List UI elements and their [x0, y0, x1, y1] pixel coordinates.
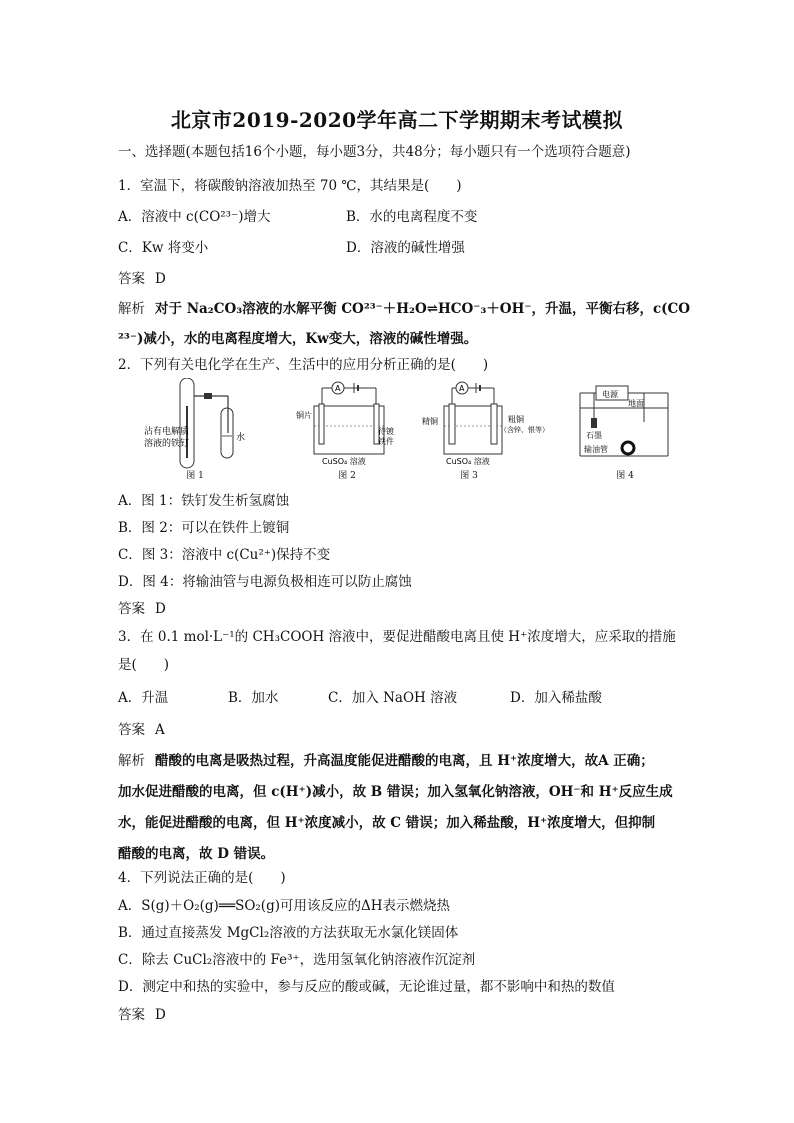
figure-2-caption: 图 2 [338, 471, 356, 481]
figure-4-ground: 地面 [628, 399, 644, 408]
q4-option-c: C．除去 CuCl₂溶液中的 Fe³⁺，选用氢氧化钠溶液作沉淀剂 [118, 952, 476, 968]
q4-option-d: D．测定中和热的实验中，参与反应的酸或碱，无论谁过量，都不影响中和热的数值 [118, 979, 615, 995]
figure-3-caption: 图 3 [460, 471, 478, 481]
figure-1-label2: 溶液的铁钉 [144, 439, 190, 449]
q3-analysis-line4: 醋酸的电离，故 D 错误。 [118, 846, 275, 862]
q1-option-b: B．水的电离程度不变 [346, 209, 478, 225]
figure-2-right-label2: 铁件 [378, 437, 394, 446]
figure-3-solution: CuSO₄ 溶液 [446, 457, 490, 466]
q3-option-a: A．升温 [118, 690, 169, 706]
page-title: 北京市2019-2020学年高二下学期期末考试模拟 [170, 108, 624, 132]
q2-option-b: B．图 2：可以在铁件上镀铜 [118, 520, 290, 536]
answer-label: 答案 [118, 601, 145, 617]
figure-4-caption: 图 4 [616, 471, 634, 481]
q4-answer [118, 1003, 166, 1023]
q3-option-c: C．加入 NaOH 溶液 [328, 690, 458, 706]
figure-3-ammeter: A [459, 384, 465, 393]
q4-option-b: B．通过直接蒸发 MgCl₂溶液的方法获取无水氯化镁固体 [118, 925, 459, 941]
figure-4-graphite: 石墨 [586, 431, 602, 440]
q3-answer [118, 718, 165, 738]
q2-answer [118, 597, 166, 617]
answer-value: D [155, 1007, 166, 1023]
figure-2-drawing [296, 378, 396, 468]
figure-4 [574, 378, 674, 468]
figure-3-drawing [420, 378, 555, 468]
figure-1-label1: 沾有电解质 [144, 427, 190, 437]
q4-stem: 4．下列说法正确的是( ) [118, 870, 286, 886]
figure-2-ammeter: A [335, 384, 341, 393]
q3-analysis-line3: 水，能促进醋酸的电离，但 H⁺浓度减小，故 C 错误；加入稀盐酸，H⁺浓度增大，但抑制 [118, 815, 656, 831]
analysis-label: 解析 [118, 753, 145, 769]
q3-stem-line1: 3．在 0.1 mol·L⁻¹的 CH₃COOH 溶液中，要促进醋酸电离且使 H⁺浓度增大，应采取的措施 [118, 629, 676, 645]
q1-answer [118, 267, 166, 287]
q1-analysis-line1 [118, 297, 690, 317]
q1-stem: 1．室温下，将碳酸钠溶液加热至 70 ℃，其结果是( ) [118, 178, 462, 194]
q2-option-d: D．图 4：将输油管与电源负极相连可以防止腐蚀 [118, 574, 412, 590]
q1-analysis-line2: ²³⁻)减小，水的电离程度增大，Kw变大，溶液的碱性增强。 [118, 331, 478, 347]
figure-2-solution: CuSO₄ 溶液 [322, 457, 366, 466]
answer-label: 答案 [118, 271, 145, 287]
answer-value: D [155, 601, 166, 617]
analysis-text: 对于 Na₂CO₃溶液的水解平衡 CO²³⁻＋H₂O⇌HCO⁻₃＋OH⁻，升温，平衡右移，c(CO [155, 301, 691, 317]
figure-4-pipe: 输油管 [584, 445, 608, 454]
q1-option-d: D．溶液的碱性增强 [346, 240, 465, 256]
analysis-text: 醋酸的电离是吸热过程，升高温度能促进醋酸的电离，且 H⁺浓度增大，故A 正确； [155, 753, 654, 769]
q3-option-d: D．加入稀盐酸 [510, 690, 602, 706]
q3-analysis-line1 [118, 749, 654, 769]
q1-option-a: A．溶液中 c(CO²³⁻)增大 [118, 209, 271, 225]
q3-option-b: B．加水 [228, 690, 279, 706]
figure-3 [420, 378, 555, 468]
q2-option-a: A．图 1：铁钉发生析氢腐蚀 [118, 493, 290, 509]
figure-3-right-label1: 粗铜 [508, 415, 524, 424]
figure-4-power: 电源 [602, 390, 618, 399]
q1-option-c: C．Kw 将变小 [118, 240, 209, 256]
answer-value: D [155, 271, 166, 287]
analysis-label: 解析 [118, 301, 145, 317]
answer-value: A [155, 722, 165, 738]
figure-2-left-label: 铜片 [296, 411, 312, 420]
section-heading: 一、选择题(本题包括16个小题，每小题3分，共48分；每小题只有一个选项符合题意) [118, 144, 631, 160]
figure-3-right-label2: （含锌、银等） [500, 426, 549, 434]
figure-2 [296, 378, 396, 468]
figure-4-drawing [574, 378, 674, 468]
figure-1-drawing [144, 378, 254, 478]
figure-1-caption: 图 1 [186, 471, 204, 481]
answer-label: 答案 [118, 1007, 145, 1023]
answer-label: 答案 [118, 722, 145, 738]
figure-2-right-label1: 待镀 [378, 427, 394, 436]
q2-stem: 2．下列有关电化学在生产、生活中的应用分析正确的是( ) [118, 357, 489, 373]
q3-stem-line2: 是( ) [118, 657, 170, 673]
q2-option-c: C．图 3：溶液中 c(Cu²⁺)保持不变 [118, 547, 331, 563]
figure-3-left-label: 精铜 [422, 417, 438, 426]
q4-option-a: A．S(g)＋O₂(g)══SO₂(g)可用该反应的ΔH表示燃烧热 [118, 898, 451, 914]
figure-1 [144, 378, 254, 478]
figure-1-label3: 水 [236, 433, 246, 443]
q3-analysis-line2: 加水促进醋酸的电离，但 c(H⁺)减小，故 B 错误；加入氢氧化钠溶液，OH⁻和 H⁺反应生成 [118, 784, 673, 800]
